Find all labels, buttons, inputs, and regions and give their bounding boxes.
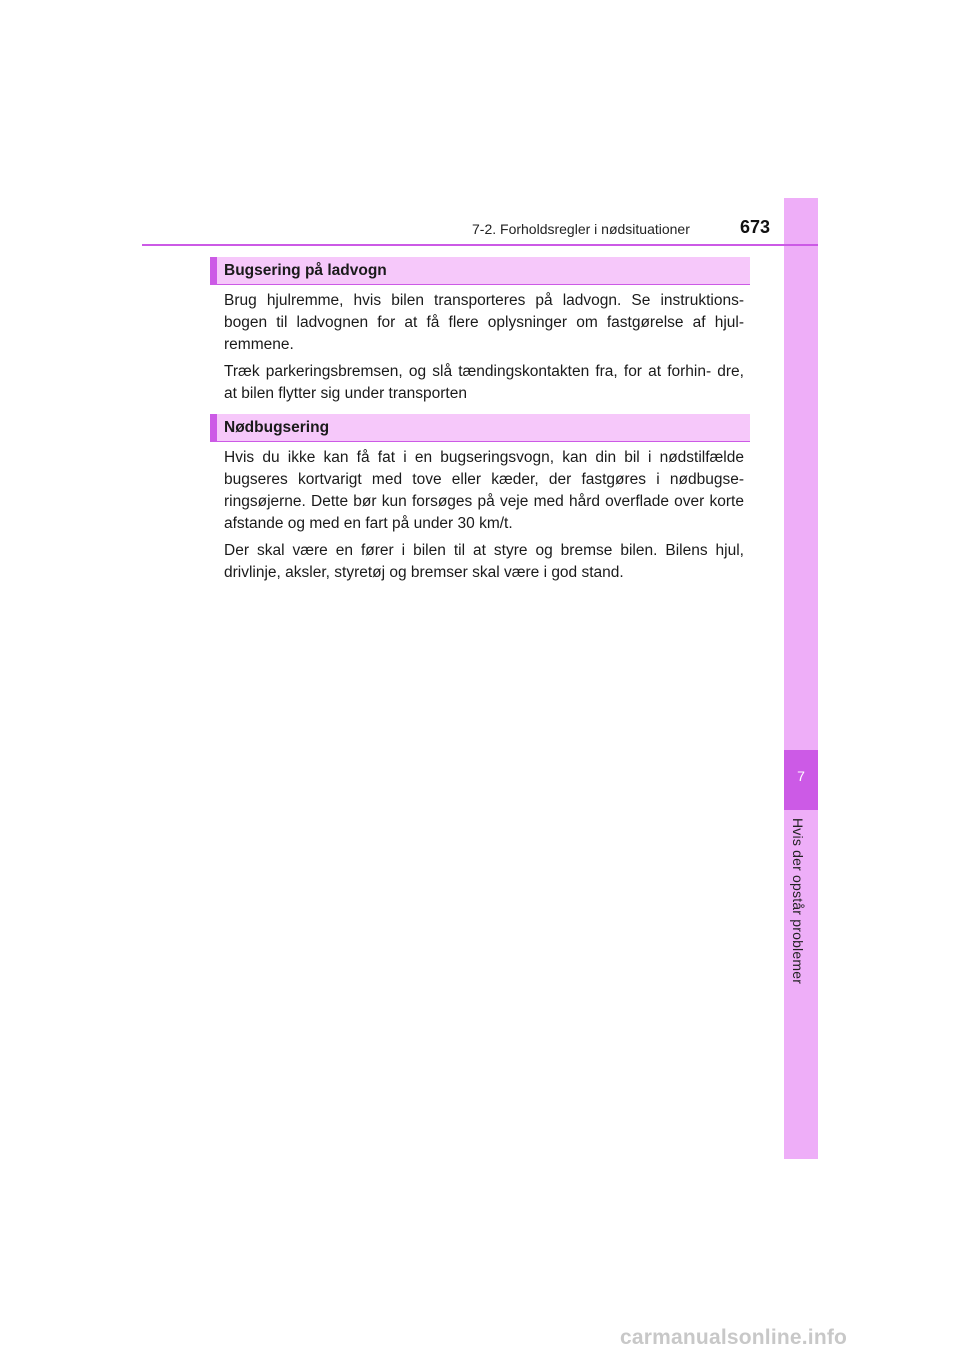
paragraph: Der skal være en fører i bilen til at styre og bremse bilen. Bilens hjul, drivlinje, aksler, styretøj og bremser skal være i god stand. bbox=[224, 542, 744, 581]
section-heading-text: Bugsering på ladvogn bbox=[224, 262, 387, 279]
watermark: carmanualsonline.info bbox=[620, 1326, 848, 1349]
chapter-side-tab bbox=[784, 198, 818, 1159]
paragraph: Træk parkeringsbremsen, og slå tændingskontakten fra, for at forhin- dre, at bilen flytter sig under transporten bbox=[224, 363, 744, 402]
section-heading-ladvogn bbox=[210, 257, 750, 285]
chapter-title: Hvis der opstår problemer bbox=[790, 818, 806, 985]
section-reference: 7-2. Forholdsregler i nødsituationer bbox=[472, 221, 690, 237]
paragraph: Hvis du ikke kan få fat i en bugseringsvogn, kan din bil i nødstilfælde bugseres kortvarigt med tove eller kæder, der fastgøres i nødbugse- ringsøjerne. Dette bør kun forsøges på veje med hård overflade over korte afstande og med en fart på under 30 km/t. bbox=[224, 449, 744, 532]
header-divider bbox=[142, 244, 818, 246]
chapter-number: 7 bbox=[797, 768, 805, 784]
section-heading-nodbugsering bbox=[210, 414, 750, 442]
paragraph: Brug hjulremme, hvis bilen transporteres på ladvogn. Se instruktions- bogen til ladvognen for at få flere oplysninger om fastgørelse af hjul- remmene. bbox=[224, 292, 744, 353]
page-number: 673 bbox=[740, 217, 771, 237]
section-heading-text: Nødbugsering bbox=[224, 419, 330, 436]
